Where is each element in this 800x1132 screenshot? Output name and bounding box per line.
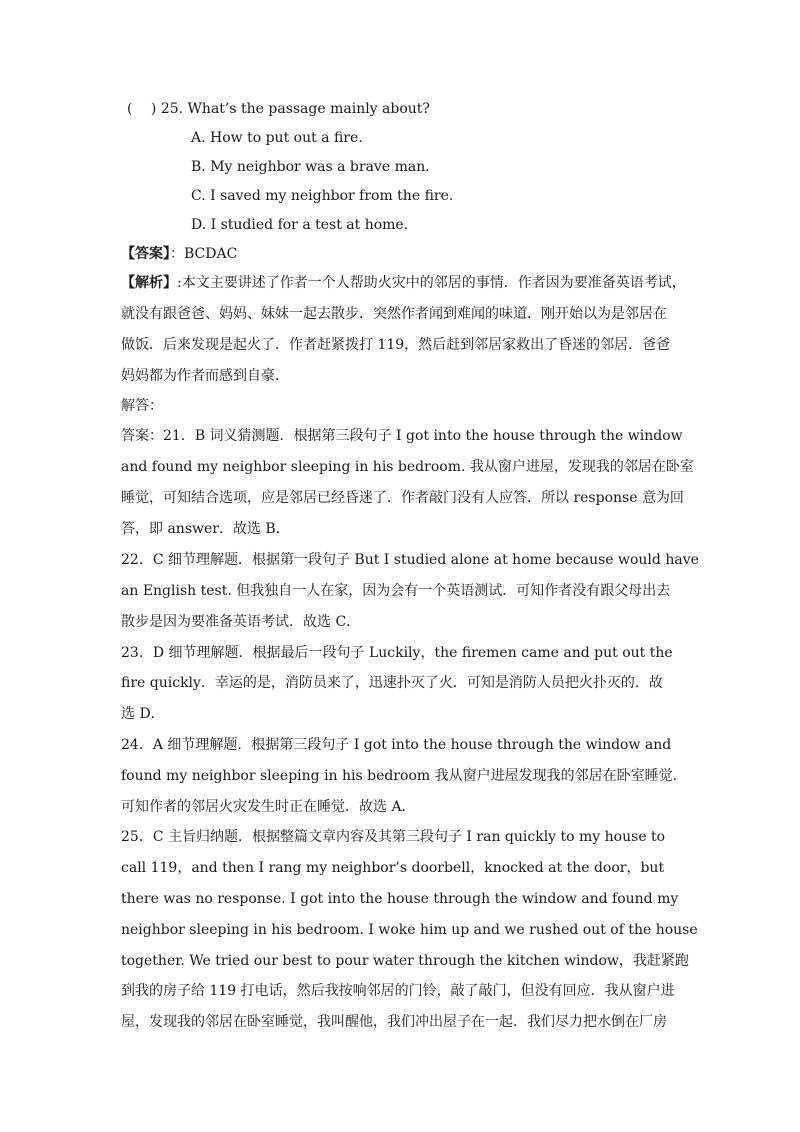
body-line: together. We tried our best to pour water through the kitchen window，我赶紧跑 [121, 953, 689, 969]
body-line: 答案：21．B 词义猜测题．根据第三段句子 I got into the house through the window [121, 428, 683, 444]
analysis-label: 【解析】 [121, 275, 177, 291]
body-line: an English test. 但我独自一人在家，因为会有一个英语测试．可知作者没有跟父母出去 [121, 583, 671, 599]
solution-label: 解答： [121, 398, 163, 414]
option-c: C. I saved my neighbor from the fire. [191, 188, 454, 204]
analysis-line: 就没有跟爸爸、妈妈、妹妹一起去散步．突然作者闻到难闻的味道．刚开始以为是邻居在 [121, 306, 667, 322]
analysis-line [121, 273, 686, 293]
body-line: call 119，and then I rang my neighbor’s doorbell，knocked at the door，but [121, 860, 665, 876]
answer-line [121, 244, 681, 264]
body-line: and found my neighbor sleeping in his bedroom. 我从窗户进屋，发现我的邻居在卧室 [121, 459, 694, 475]
analysis-line: 做饭．后来发现是起火了．作者赶紧拨打 119，然后赶到邻居家救出了昏迷的邻居．爸爸 [121, 337, 671, 353]
body-line: 屋，发现我的邻居在卧室睡觉，我叫醒他，我们冲出屋子在一起．我们尽力把水倒在厂房 [121, 1014, 667, 1030]
option-d: D. I studied for a test at home. [191, 217, 409, 233]
body-line: 到我的房子给 119 打电话，然后我按响邻居的门铃，敲了敲门，但没有回应．我从窗户进 [121, 983, 675, 999]
analysis-text: :本文主要讲述了作者一个人帮助火灾中的邻居的事情．作者因为要准备英语考试， [177, 275, 686, 291]
body-line: fire quickly．幸运的是，消防员来了，迅速扑灭了火．可知是消防人员把火扑灭的．故 [121, 675, 663, 691]
option-b: B. My neighbor was a brave man. [191, 159, 430, 175]
option-a: A. How to put out a fire. [191, 130, 363, 146]
body-line: 22．C 细节理解题．根据第一段句子 But I studied alone at home because would have [121, 552, 699, 568]
body-line: neighbor sleeping in his bedroom. I woke him up and we rushed out of the house [121, 922, 698, 938]
answer-label: 【答案】 [121, 246, 170, 262]
body-line: 答，即 answer．故选 B． [121, 521, 290, 537]
analysis-line: 妈妈都为作者而感到自豪． [121, 368, 289, 384]
body-line: 散步是因为要准备英语考试．故选 C． [121, 614, 361, 630]
answer-value: ：BCDAC [170, 246, 238, 262]
body-line: 睡觉，可知结合选项，应是邻居已经昏迷了．作者敲门没有人应答．所以 response 意为回 [121, 490, 684, 506]
question-stem: ( ) 25. What’s the passage mainly about? [127, 101, 430, 117]
body-line: 25．C 主旨归纳题．根据整篇文章内容及其第三段句子 I ran quickly to my house to [121, 829, 666, 845]
body-line: found my neighbor sleeping in his bedroom 我从窗户进屋发现我的邻居在卧室睡觉． [121, 768, 687, 784]
body-line: there was no response. I got into the house through the window and found my [121, 891, 679, 907]
body-line: 23．D 细节理解题．根据最后一段句子 Luckily，the firemen came and put out the [121, 645, 673, 661]
body-line: 选 D． [121, 706, 165, 722]
body-line: 24．A 细节理解题．根据第三段句子 I got into the house through the window and [121, 737, 672, 753]
body-line: 可知作者的邻居火灾发生时正在睡觉．故选 A． [121, 799, 416, 815]
